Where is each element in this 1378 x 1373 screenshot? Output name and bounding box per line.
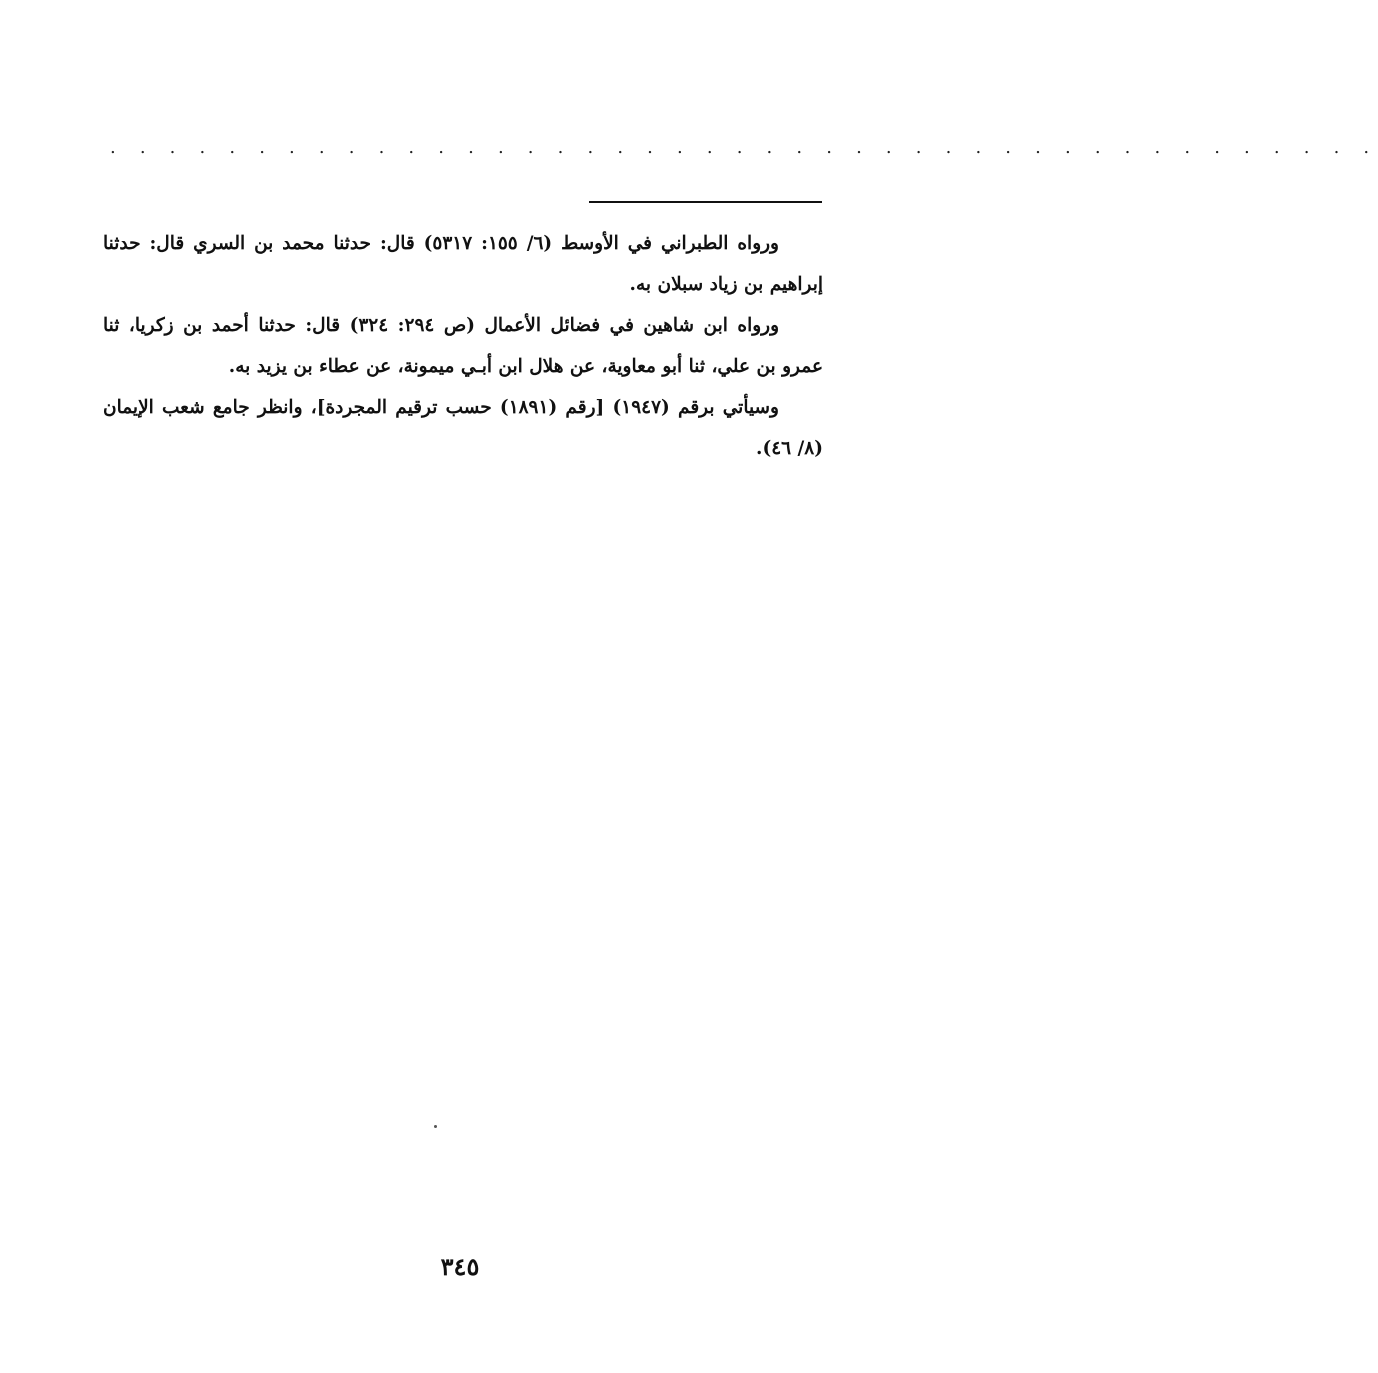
footnote-paragraph: ورواه الطبراني في الأوسط (٦/ ١٥٥: ٥٣١٧) قال: حدثنا محمد بن السري قال: حدثنا إبراهيم بن زياد سبلان به. (103, 233, 823, 295)
footnote-paragraph: وسيأتي برقم (١٩٤٧) [رقم (١٨٩١) حسب ترقيم المجردة]، وانظر جامع شعب الإيمان (٨/ ٤٦). (103, 397, 823, 459)
footnote-rule (589, 201, 822, 203)
scan-speck (434, 1125, 437, 1128)
page-number: ٣٤٥ (440, 1252, 480, 1281)
footnote-paragraph: ورواه ابن شاهين في فضائل الأعمال (ص ٢٩٤: ٣٢٤) قال: حدثنا أحمد بن زكريا، ثنا عمرو بن علي، ثنا أبو معاوية، عن هلال ابن أبـي ميمونة، عن عطاء بن يزيد به. (103, 315, 823, 377)
separator-dotted-line: . . . . . . . . . . . . . . . . . . . . . . . . . . . . . . . . . . . . . . . . . . . (110, 137, 1378, 158)
footnotes-block (103, 223, 823, 469)
